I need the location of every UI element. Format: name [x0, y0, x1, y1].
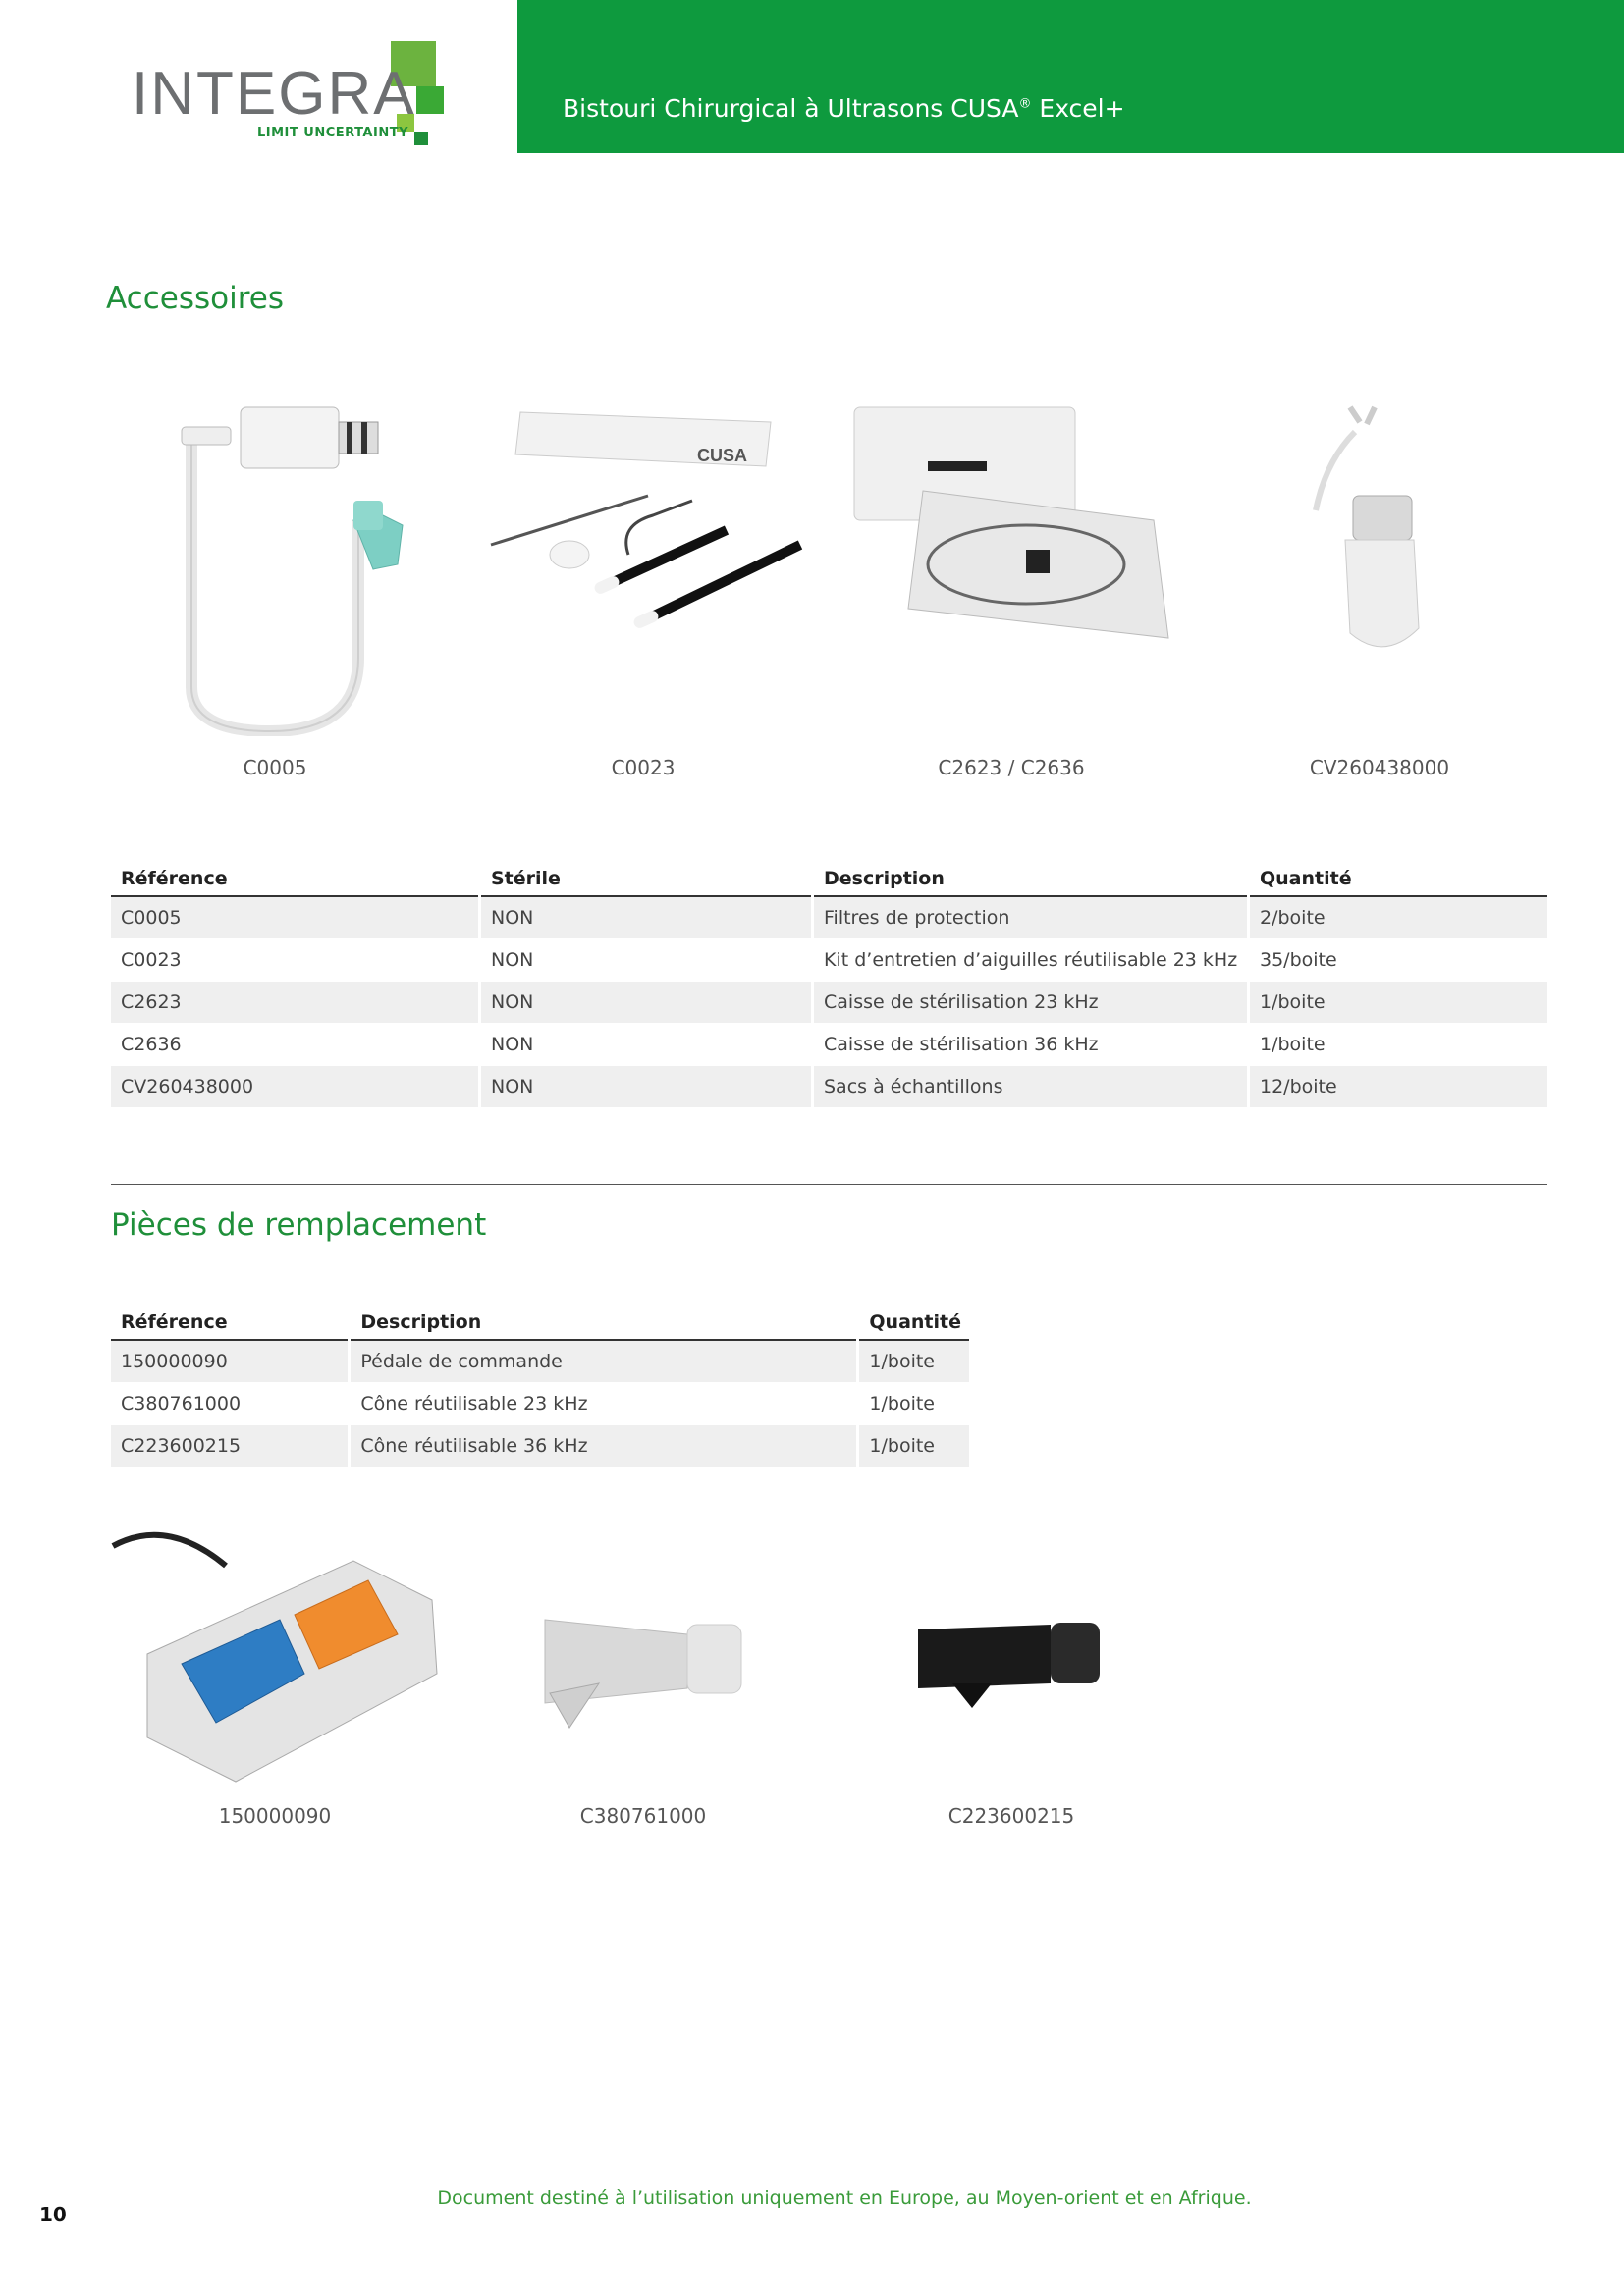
- product-image-c2623-c2636: [849, 402, 1173, 648]
- page-number: 10: [39, 2203, 67, 2226]
- product-image-cv260438000: [1306, 402, 1434, 667]
- replacement-table: [111, 1304, 969, 1467]
- product-caption: C380761000: [579, 1804, 707, 1828]
- column-header: Description: [350, 1304, 858, 1340]
- product-image-c0005: [162, 393, 417, 736]
- product-image-foot-pedal: [108, 1526, 442, 1791]
- section-divider: [111, 1184, 1547, 1185]
- column-header: Stérile: [480, 860, 813, 896]
- accessories-table: [111, 860, 1547, 1107]
- table-cell: 2/boite: [1249, 896, 1548, 939]
- table-cell: Kit d’entretien d’aiguilles réutilisable 23 kHz: [813, 939, 1249, 982]
- product-caption: C223600215: [947, 1804, 1075, 1828]
- product-image-cone-23khz: [540, 1610, 746, 1737]
- header-band: [517, 0, 1624, 153]
- table-row: [111, 1383, 969, 1425]
- table-cell: Filtres de protection: [813, 896, 1249, 939]
- table-cell: 1/boite: [858, 1425, 969, 1468]
- table-cell: C0023: [111, 939, 480, 982]
- column-header: Référence: [111, 860, 480, 896]
- logo-wordmark: INTEGRA: [132, 60, 416, 128]
- table-cell: C2623: [111, 982, 480, 1024]
- table-cell: Pédale de commande: [350, 1340, 858, 1383]
- column-header: Description: [813, 860, 1249, 896]
- table-cell: 12/boite: [1249, 1066, 1548, 1108]
- table-cell: NON: [480, 896, 813, 939]
- table-row: [111, 982, 1547, 1024]
- table-cell: 1/boite: [1249, 1024, 1548, 1066]
- table-cell: NON: [480, 1066, 813, 1108]
- logo-square-2: [416, 86, 444, 114]
- table-header-row: [111, 860, 1547, 896]
- table-cell: Cône réutilisable 23 kHz: [350, 1383, 858, 1425]
- table-cell: C223600215: [111, 1425, 350, 1468]
- table-cell: 1/boite: [858, 1340, 969, 1383]
- section-title-accessories: Accessoires: [106, 281, 284, 316]
- column-header: Quantité: [1249, 860, 1548, 896]
- table-cell: NON: [480, 982, 813, 1024]
- logo-tagline: LIMIT UNCERTAINTY: [257, 126, 408, 140]
- table-cell: 1/boite: [858, 1383, 969, 1425]
- table-cell: Cône réutilisable 36 kHz: [350, 1425, 858, 1468]
- product-image-c0023: [481, 398, 805, 643]
- table-cell: 35/boite: [1249, 939, 1548, 982]
- table-header-row: [111, 1304, 969, 1340]
- table-cell: C2636: [111, 1024, 480, 1066]
- svg-text:CUSA: CUSA: [697, 446, 748, 465]
- product-image-cone-36khz: [913, 1615, 1110, 1733]
- product-caption: C0023: [611, 756, 676, 779]
- logo-square-4: [414, 132, 428, 145]
- page-title: Bistouri Chirurgical à Ultrasons CUSA® Excel+: [563, 94, 1125, 123]
- table-cell: NON: [480, 1024, 813, 1066]
- footer-disclaimer: Document destiné à l’utilisation uniquement en Europe, au Moyen-orient et en Afrique.: [437, 2187, 1252, 2209]
- table-cell: Sacs à échantillons: [813, 1066, 1249, 1108]
- product-caption: C0005: [243, 756, 307, 779]
- table-cell: 150000090: [111, 1340, 350, 1383]
- column-header: Quantité: [858, 1304, 969, 1340]
- table-cell: Caisse de stérilisation 36 kHz: [813, 1024, 1249, 1066]
- table-cell: CV260438000: [111, 1066, 480, 1108]
- table-row: [111, 1066, 1547, 1108]
- table-cell: C0005: [111, 896, 480, 939]
- product-caption: CV260438000: [1309, 756, 1450, 779]
- product-caption: C2623 / C2636: [938, 756, 1085, 779]
- table-cell: Caisse de stérilisation 23 kHz: [813, 982, 1249, 1024]
- column-header: Référence: [111, 1304, 350, 1340]
- product-caption: 150000090: [218, 1804, 332, 1828]
- section-title-replacement: Pièces de remplacement: [111, 1207, 487, 1243]
- table-cell: 1/boite: [1249, 982, 1548, 1024]
- table-row: [111, 1024, 1547, 1066]
- table-cell: NON: [480, 939, 813, 982]
- table-row: [111, 939, 1547, 982]
- table-cell: C380761000: [111, 1383, 350, 1425]
- table-row: [111, 896, 1547, 939]
- table-row: [111, 1425, 969, 1468]
- table-row: [111, 1340, 969, 1383]
